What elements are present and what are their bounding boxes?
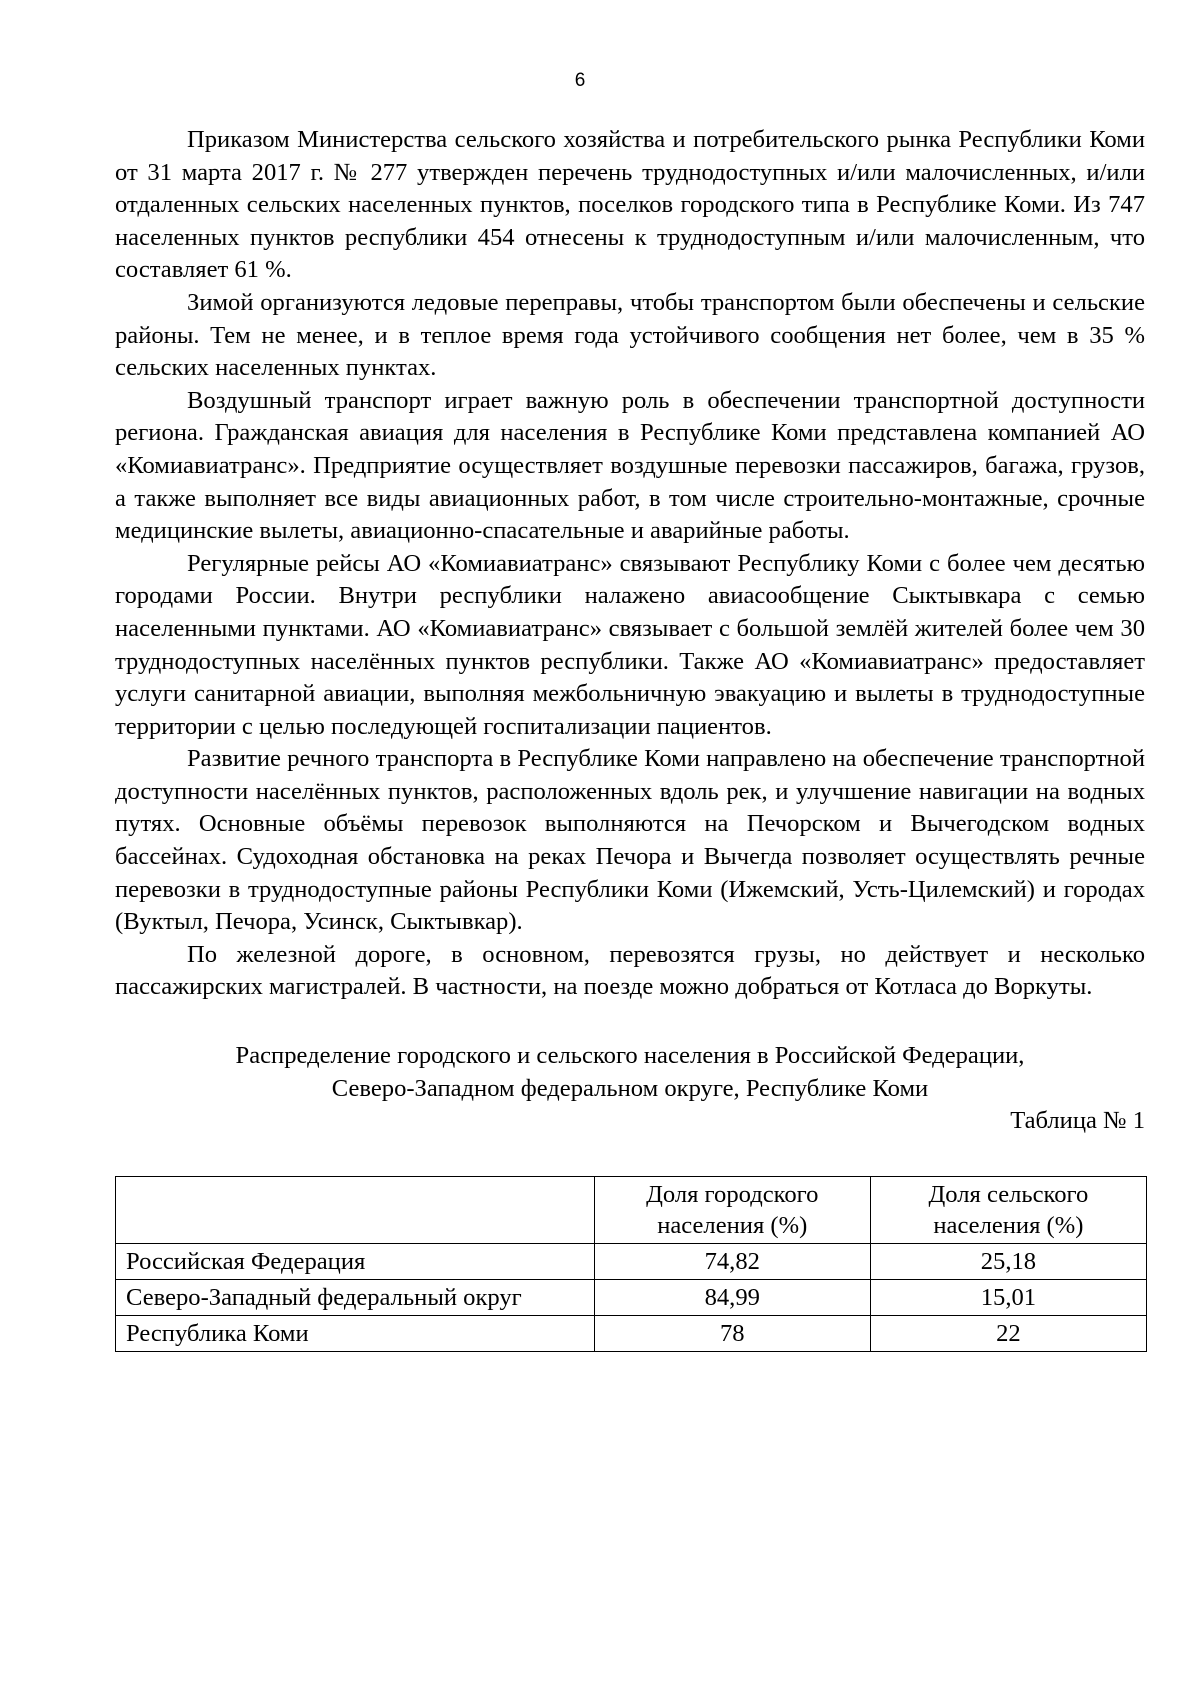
row-urban-share: 84,99 <box>594 1279 870 1315</box>
header-rural-share: Доля сельского населения (%) <box>870 1176 1146 1243</box>
page-number: 6 <box>574 70 586 91</box>
paragraph-railway: По железной дороге, в основном, перевозятся грузы, но действует и несколько пассажирских магистралей. В частности, на поезде можно добраться от Котласа до Воркуты. <box>115 940 1145 1001</box>
table-row <box>116 1243 1147 1279</box>
row-rural-share: 22 <box>870 1315 1146 1351</box>
row-urban-share: 74,82 <box>594 1243 870 1279</box>
row-region-name: Российская Федерация <box>116 1243 595 1279</box>
paragraph-air-transport: Воздушный транспорт играет важную роль в обеспечении транспортной доступности региона. Гражданская авиация для населения в Республике Коми представлена компанией АО «Комиавиатранс». Предприятие осуществляет воздушные перевозки пассажиров, багажа, грузов, а также выполняет все виды авиационных работ, в том числе строительно-монтажные, срочные медицинские вылеты, авиационно-спасательные и аварийные работы. <box>115 386 1145 545</box>
population-table <box>115 1176 1147 1352</box>
paragraph-regular-flights: Регулярные рейсы АО «Комиавиатранс» связывают Республику Коми с более чем десятью городами России. Внутри республики налажено авиасообщение Сыктывкара с семью населенными пунктами. АО «Комиавиатранс» связывает с большой землёй жителей более чем 30 труднодоступных населённых пунктов республики. Также АО «Комиавиатранс» предоставляет услуги санитарной авиации, выполняя межбольничную эвакуацию и вылеты в труднодоступные территории с целью последующей госпитализации пациентов. <box>115 549 1145 740</box>
table-row <box>116 1315 1147 1351</box>
paragraph-ice-crossings: Зимой организуются ледовые переправы, чтобы транспортом были обеспечены и сельские районы. Тем не менее, и в теплое время года устойчивого сообщения нет более, чем в 35 % сельских населенных пунктах. <box>115 288 1145 382</box>
paragraph-order-list: Приказом Министерства сельского хозяйства и потребительского рынка Республики Коми от 31 марта 2017 г. № 277 утвержден перечень труднодоступных и/или малочисленных, и/или отдаленных сельских населенных пунктов, поселков городского типа в Республике Коми. Из 747 населенных пунктов республики 454 отнесены к труднодоступным и/или малочисленным, что составляет 61 %. <box>115 126 1145 284</box>
paragraph-river-transport: Развитие речного транспорта в Республике Коми направлено на обеспечение транспортной доступности населённых пунктов, расположенных вдоль рек, и улучшение навигации на водных путях. Основные объёмы перевозок выполняются на Печорском и Вычегодском водных бассейнах. Судоходная обстановка на реках Печора и Вычегда позволяет осуществлять речные перевозки в труднодоступные районы Республики Коми (Ижемский, Усть-Цилемский) и городах (Вуктыл, Печора, Усинск, Сыктывкар). <box>115 745 1145 936</box>
table-caption-line-2: Северо-Западном федеральном округе, Республике Коми <box>331 1074 929 1102</box>
row-region-name: Республика Коми <box>116 1315 595 1351</box>
row-urban-share: 78 <box>594 1315 870 1351</box>
table-row <box>116 1279 1147 1315</box>
header-region <box>116 1176 595 1243</box>
row-rural-share: 25,18 <box>870 1243 1146 1279</box>
document-body <box>115 124 1145 1352</box>
header-urban-share: Доля городского населения (%) <box>594 1176 870 1243</box>
table-caption-line-1: Распределение городского и сельского населения в Российской Федерации, <box>235 1042 1025 1070</box>
row-rural-share: 15,01 <box>870 1279 1146 1315</box>
table-header-row <box>116 1176 1147 1243</box>
row-region-name: Северо-Западный федеральный округ <box>116 1279 595 1315</box>
table-number-label: Таблица № 1 <box>1010 1107 1145 1135</box>
table-caption <box>115 1040 1145 1105</box>
